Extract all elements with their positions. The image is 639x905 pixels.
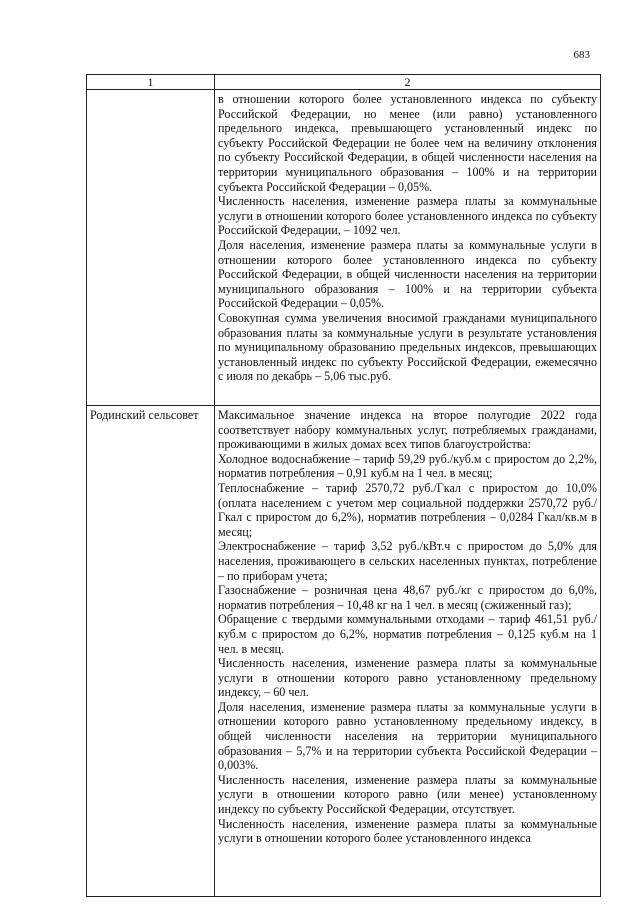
description-paragraph: Доля населения, изменение размера платы за коммунальные услуги в отношении которого равно установленному предельному индексу, в общей численности населения на территории муниципального образования – 5,7% и на территории субъекта Российской Федерации – 0,003%. bbox=[218, 699, 597, 773]
table-row bbox=[87, 406, 601, 897]
description-paragraph: Максимальное значение индекса на второе полугодие 2022 года соответствует набору коммунальных услуг, потребляемых гражданами, проживающими в жилых домах всех типов благоустройства: bbox=[218, 408, 597, 452]
table-row bbox=[87, 90, 601, 406]
description-paragraph: Теплоснабжение – тариф 2570,72 руб./Гкал с приростом до 10,0% (оплата населением с учетом мер социальной поддержки 2570,72 руб./Гкал с приростом до 6,2%), норматив потребления – 0,0284 Гкал/кв.м в месяц; bbox=[218, 480, 597, 539]
description-paragraph: Газоснабжение – розничная цена 48,67 руб./кг с приростом до 6,0%, норматив потребления – 10,48 кг на 1 чел. в месяц (сжиженный газ); bbox=[218, 583, 597, 612]
description-paragraph: Численность населения, изменение размера платы за коммунальные услуги в отношении которого более установленного индекса bbox=[218, 816, 597, 846]
region-description-cell bbox=[215, 406, 601, 897]
column-header-2: 2 bbox=[215, 75, 601, 90]
description-paragraph: Холодное водоснабжение – тариф 59,29 руб./куб.м с приростом до 2,2%, норматив потребления – 0,91 куб.м на 1 чел. в месяц; bbox=[218, 451, 597, 481]
description-paragraph: Численность населения, изменение размера платы за коммунальные услуги в отношении которого равно установленному предельному индексу, – 60 чел. bbox=[218, 656, 597, 700]
description-paragraph: Совокупная сумма увеличения вносимой гражданами муниципального образования платы за коммунальные услуги в результате установления по муниципальному образованию предельных индексов, превышающих установленный индекс по субъекту Российской Федерации, ежемесячно с июля по декабрь – 5,06 тыс.руб. bbox=[218, 310, 597, 384]
description-paragraph: Численность населения, изменение размера платы за коммунальные услуги в отношении которого более установленного индекса по субъекту Российской Федерации, – 1092 чел. bbox=[218, 194, 597, 238]
description-paragraph: Электроснабжение – тариф 3,52 руб./кВт.ч с приростом до 5,0% для населения, проживающего в сельских населенных пунктах, потребление – по приборам учета; bbox=[218, 539, 597, 583]
table-header-row bbox=[87, 75, 601, 90]
page-number: 683 bbox=[573, 49, 590, 61]
region-description-cell bbox=[215, 90, 601, 406]
region-name-cell: Родинский сельсовет bbox=[87, 406, 215, 897]
column-header-1: 1 bbox=[87, 75, 215, 90]
description-paragraph: Обращение с твердыми коммунальными отходами – тариф 461,51 руб./куб.м с приростом до 6,2%, норматив потребления – 0,125 куб.м на 1 чел. в месяц. bbox=[218, 612, 597, 656]
description-paragraph: Численность населения, изменение размера платы за коммунальные услуги в отношении которого равно (или менее) установленному индексу по субъекту Российской Федерации, отсутствует. bbox=[218, 772, 597, 817]
document-table bbox=[86, 74, 601, 897]
description-paragraph: Доля населения, изменение размера платы за коммунальные услуги в отношении которого более установленного индекса по субъекту Российской Федерации, в общей численности населения на территории муниципального образования – 100% и на территории субъекта Российской Федерации – 0,05%. bbox=[218, 237, 597, 311]
description-paragraph: в отношении которого более установленного индекса по субъекту Российской Федерации, но менее (или равно) установленного предельного индекса, превышающего установленный индекс по субъекту Российской Федерации не более чем на величину отклонения по субъекту Российской Федерации, в общей численности населения на территории муниципального образования – 100% и на территории субъекта Российской Федерации – 0,05%. bbox=[218, 92, 597, 194]
region-name-cell bbox=[87, 90, 215, 406]
